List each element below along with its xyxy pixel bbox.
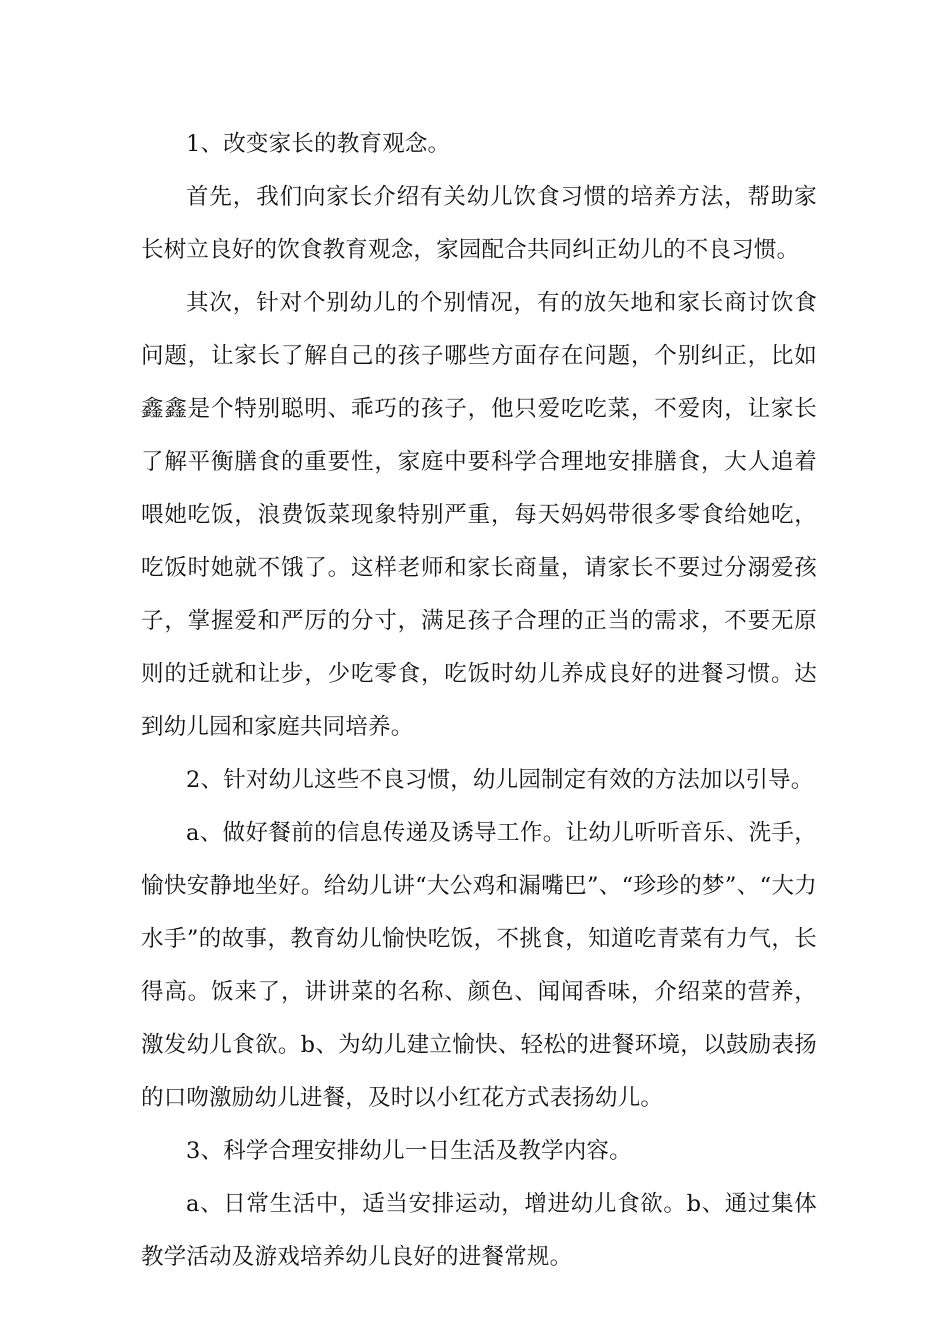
paragraph-item-a-daily: a、日常生活中，适当安排运动，增进幼儿食欲。b、通过集体教学活动及游戏培养幼儿良好的进餐常规。 (141, 1191, 817, 1270)
paragraph-heading-2: 2、针对幼儿这些不良习惯，幼儿园制定有效的方法加以引导。 (186, 767, 814, 793)
paragraph-heading-1: 1、改变家长的教育观念。 (186, 131, 451, 157)
paragraph-first: 首先，我们向家长介绍有关幼儿饮食习惯的培养方法，帮助家长树立良好的饮食教育观念，家园配合共同纠正幼儿的不良习惯。 (141, 184, 817, 263)
paragraph-item-a: a、做好餐前的信息传递及诱导工作。让幼儿听听音乐、洗手，愉快安静地坐好。给幼儿讲“大公鸡和漏嘴巴”、“珍珍的梦”、“大力水手”的故事，教育幼儿愉快吃饭，不挑食，知道吃青菜有力气，长得高。饭来了，讲讲菜的名称、颜色、闻闻香味，介绍菜的营养，激发幼儿食欲。b、为幼儿建立愉快、轻松的进餐环境，以鼓励表扬的口吻激励幼儿进餐，及时以小红花方式表扬幼儿。 (141, 820, 817, 1111)
document-page (141, 118, 817, 1284)
paragraph-second: 其次，针对个别幼儿的个别情况，有的放矢地和家长商讨饮食问题，让家长了解自己的孩子哪些方面存在问题，个别纠正，比如鑫鑫是个特别聪明、乖巧的孩子，他只爱吃吃菜，不爱肉，让家长了解平衡膳食的重要性，家庭中要科学合理地安排膳食，大人追着喂她吃饭，浪费饭菜现象特别严重，每天妈妈带很多零食给她吃，吃饭时她就不饿了。这样老师和家长商量，请家长不要过分溺爱孩子，掌握爱和严厉的分寸，满足孩子合理的正当的需求，不要无原则的迁就和让步，少吃零食，吃饭时幼儿养成良好的进餐习惯。达到幼儿园和家庭共同培养。 (141, 290, 817, 740)
paragraph-heading-3: 3、科学合理安排幼儿一日生活及教学内容。 (186, 1138, 632, 1164)
